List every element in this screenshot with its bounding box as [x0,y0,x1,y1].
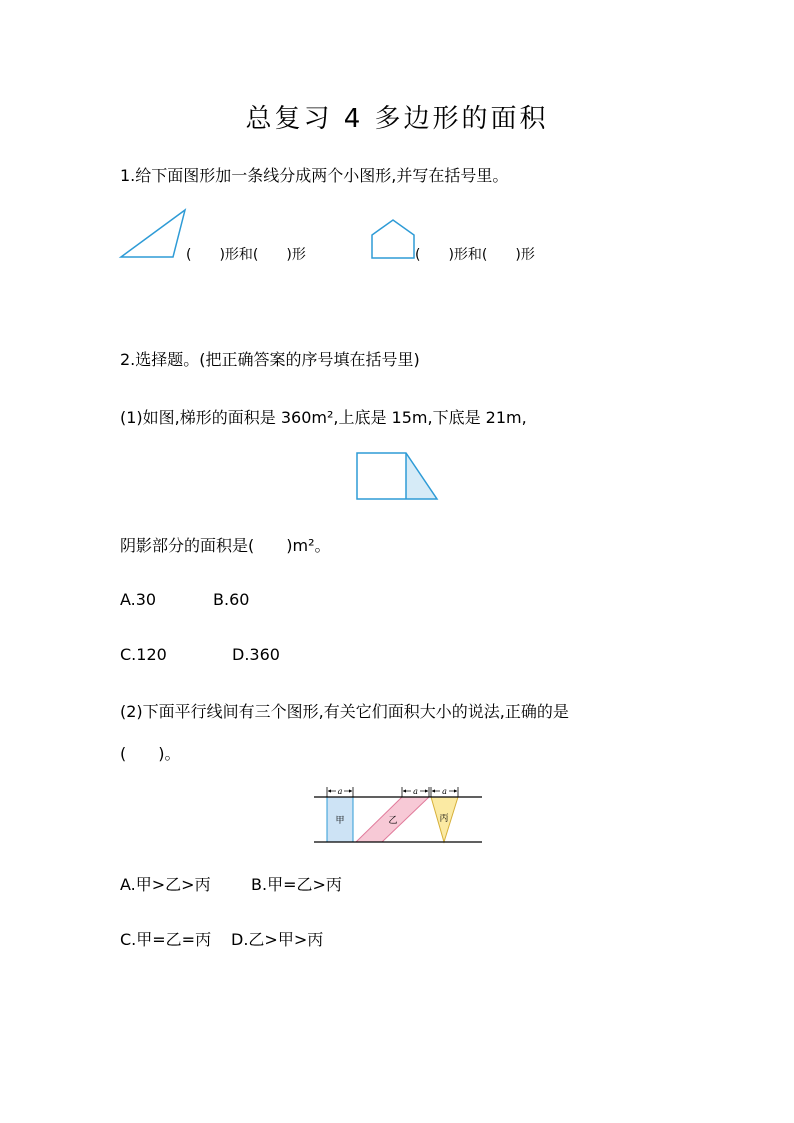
dim-label-a-1: a [337,787,343,796]
triangle-figure [119,208,189,260]
option-b: B.60 [213,590,250,609]
q2-sub1-question: 阴影部分的面积是( )m²。 [120,536,331,555]
dim-label-a-3: a [442,787,447,796]
q1-blank-b: ( )形和( )形 [415,247,535,263]
option-d: D.360 [232,645,280,664]
q1-blank-a: ( )形和( )形 [186,247,306,263]
q2-sub2-blank: ( )。 [120,744,181,763]
option-a: A.30 [120,590,157,609]
option-sub2-d: D.乙>甲>丙 [231,930,324,949]
option-sub2-a: A.甲>乙>丙 [120,875,211,894]
option-sub2-b: B.甲=乙>丙 [251,875,342,894]
label-bing: 丙 [439,814,449,824]
pentagon-figure [371,218,417,260]
q2-prompt: 2.选择题。(把正确答案的序号填在括号里) [120,350,420,369]
label-jia: 甲 [335,816,345,826]
parallel-lines-figure [312,785,484,847]
page-title: 总复习 4 多边形的面积 [245,104,549,134]
q1-prompt: 1.给下面图形加一条线分成两个小图形,并写在括号里。 [120,166,509,185]
label-yi: 乙 [388,816,398,826]
trapezoid-figure [356,452,440,502]
option-c: C.120 [120,645,167,664]
q2-sub2-stem: (2)下面平行线间有三个图形,有关它们面积大小的说法,正确的是 [120,702,569,721]
q2-sub1-stem: (1)如图,梯形的面积是 360m²,上底是 15m,下底是 21m, [120,408,527,427]
dim-label-a-2: a [413,787,418,796]
option-sub2-c: C.甲=乙=丙 [120,930,212,949]
